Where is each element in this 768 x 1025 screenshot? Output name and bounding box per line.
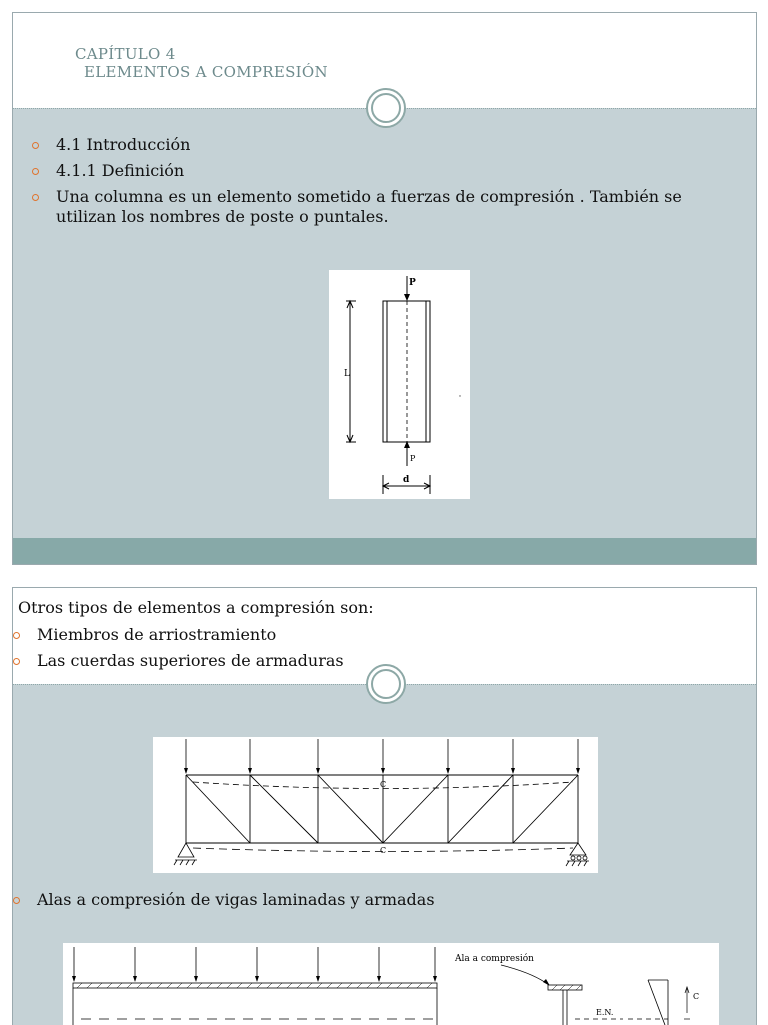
list-item: Miembros de arriostramiento (12, 625, 708, 645)
list-item: 4.1.1 Definición (27, 161, 727, 181)
bullet-list-2 (12, 890, 708, 916)
load-label-top: P (409, 278, 416, 288)
column-diagram (329, 270, 470, 499)
bullet-icon (32, 168, 39, 175)
slide-footer-bar (13, 538, 756, 564)
list-item: 4.1 Introducción (27, 135, 727, 155)
slide-1 (12, 12, 757, 565)
load-label-bottom: P (410, 454, 416, 463)
section-intro: Otros tipos de elementos a compresión son: (18, 598, 374, 617)
chapter-title (75, 45, 328, 81)
stress-label: C (693, 992, 700, 1001)
slide-2 (12, 587, 757, 1025)
list-item: Una columna es un elemento sometido a fuerzas de compresión . También se utilizan los nombres de poste o puntales. (27, 187, 727, 227)
list-item: Las cuerdas superiores de armaduras (12, 651, 708, 671)
neutral-axis-label: E.N. (596, 1008, 614, 1017)
chapter-number: CAPÍTULO 4 (75, 45, 176, 63)
bullet-list (12, 625, 708, 677)
list-item: Alas a compresión de vigas laminadas y armadas (12, 890, 708, 910)
bullet-icon (32, 142, 39, 149)
flange-label: Ala a compresión (455, 954, 534, 964)
ring-ornament-icon (366, 88, 406, 128)
chapter-subtitle: ELEMENTOS A COMPRESIÓN (84, 63, 328, 81)
bullet-icon (13, 658, 20, 665)
truss-diagram (153, 737, 598, 873)
beam-diagram (63, 943, 719, 1025)
width-label: d (403, 475, 410, 485)
top-chord-label: C (380, 780, 387, 789)
bullet-icon (32, 194, 39, 201)
bullet-icon (13, 897, 20, 904)
bullet-list (27, 135, 727, 233)
bottom-chord-label: C (380, 846, 387, 855)
length-label: L (344, 369, 350, 379)
bullet-icon (13, 632, 20, 639)
